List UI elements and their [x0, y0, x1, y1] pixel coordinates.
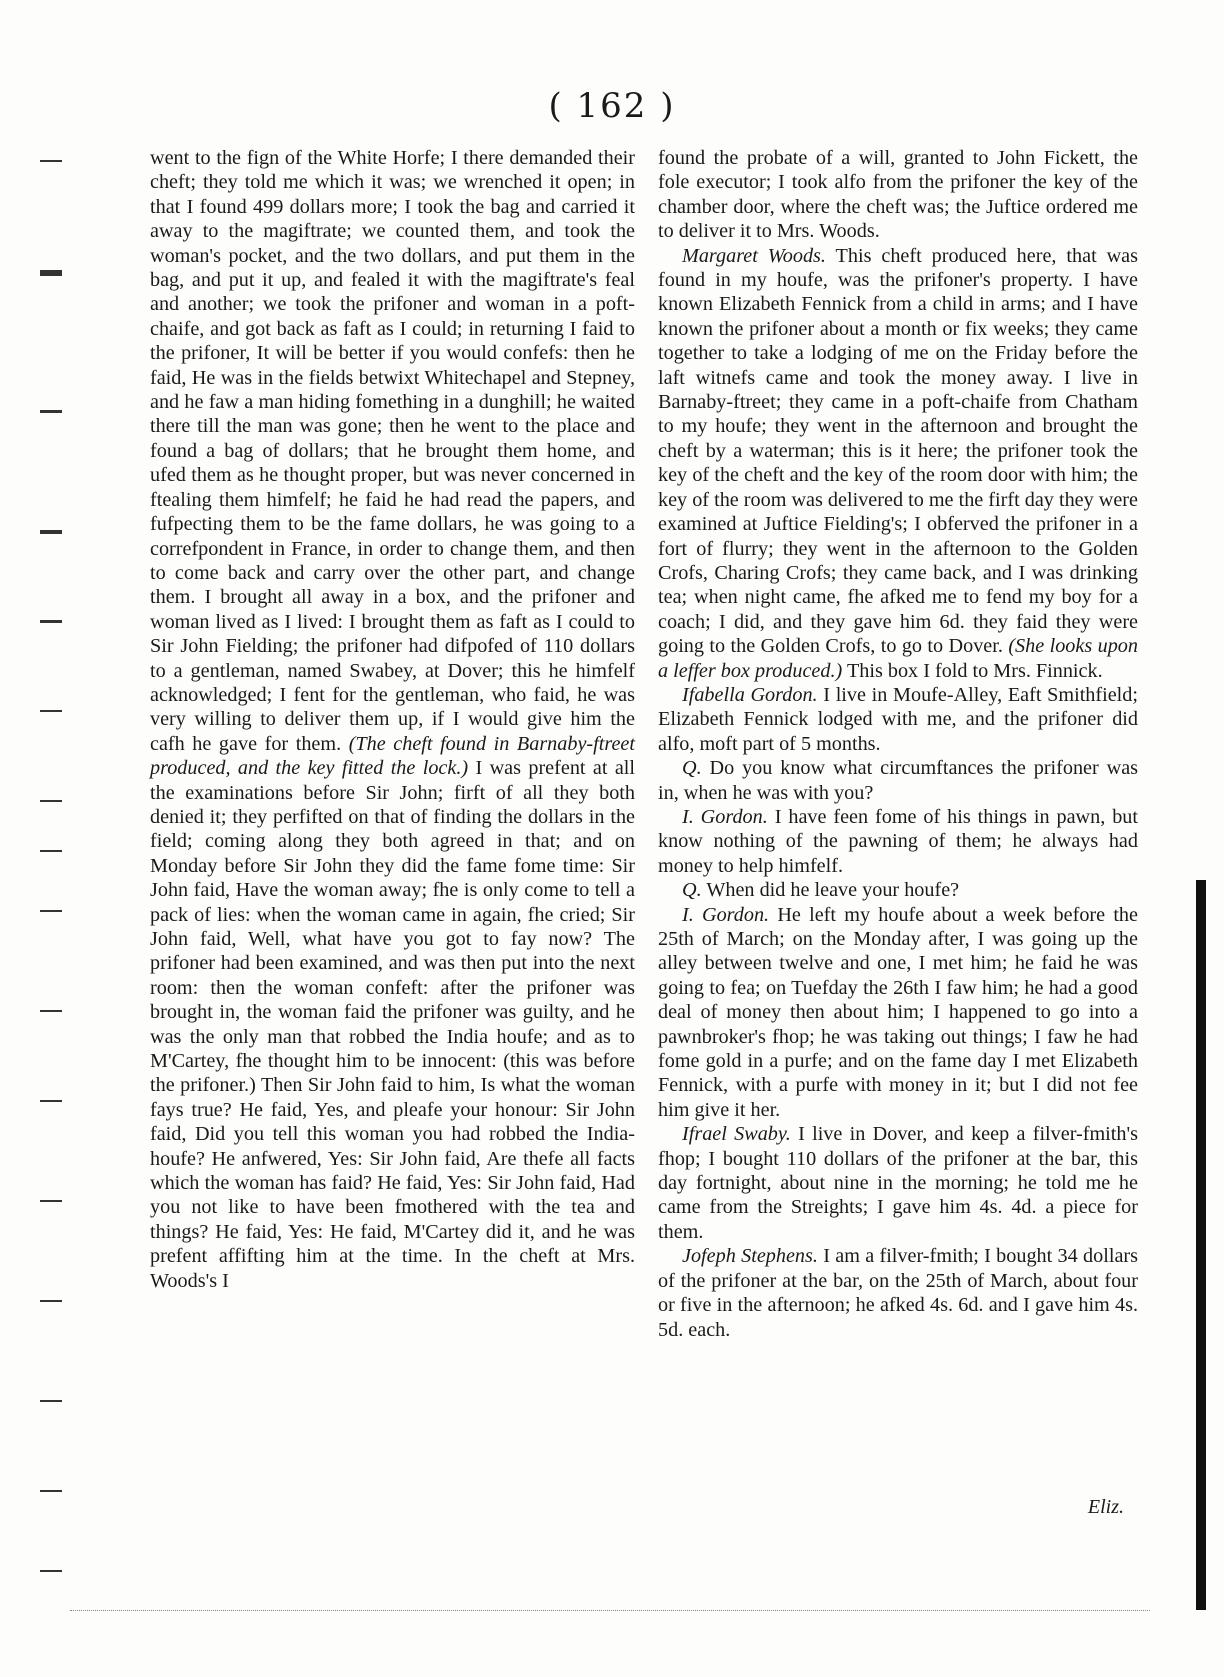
body-text: I have feen fome of his things in pawn, but know nothing of the pawning of them; he always had money to help himfelf. — [658, 805, 1138, 877]
page-number: ( 162 ) — [548, 86, 676, 126]
question — [658, 878, 1138, 902]
speaker-name: Q. — [682, 879, 702, 902]
stage-direction: (The cheft found in Barnaby-ftreet produced, and the key fitted the lock.) — [150, 732, 635, 780]
scan-bottom-edge — [70, 1610, 1150, 1612]
testimony-stephens — [658, 1244, 1138, 1342]
body-text: He left my houfe about a week before the 25th of March; on the Monday after, I was going up the alley between twelve and one, I met him; he faid he was going to fea; on Tuefday the 26th I faw him; he had a good deal of money then about him; I happened to go into a pawnbroker's fhop; he was taking out things; I faw he had fome gold in a purfe; and on the fame day I met Elizabeth Fennick, with a purfe with money in it; but I did not fee him give it her. — [658, 903, 1138, 1121]
speaker-name: I. Gordon. — [682, 805, 768, 828]
question — [658, 756, 1138, 805]
body-text: Do you know what circumftances the prifoner was in, when he was with you? — [658, 757, 1139, 804]
testimony-swaby — [658, 1122, 1138, 1244]
left-column — [150, 146, 635, 1293]
body-text: I was prefent at all the examinations before Sir John; firft of all they both denied it; they perfifted on that of finding the dollars in the field; coming along they both agreed in that; and on Monday before Sir John they did the fame fome time: Sir John faid, Have the woman away; fhe is only come to tell a pack of lies: when the woman came in again, fhe cried; Sir John faid, Well, what have you got to fay now? The prifoner had been examined, and was then put into the next room: then the woman confeft: after the prifoner was brought in, the woman faid the prifoner was guilty, and he was the only man that robbed the India houfe; and as to M'Cartey, fhe thought him to be innocent: (this was before the prifoner.) Then Sir John faid to him, Is what the woman fays true? He faid, Yes, and pleafe your honour: Sir John faid, Did you tell this woman you had robbed the India-houfe? He anfwered, Yes: Sir John faid, Are thefe all facts which the woman has faid? He faid, Yes: Sir John faid, Had you not like to have been fmothered with the tea and things? He faid, Yes: He faid, M'Cartey did it, and he was prefent affifting him at the time. In the cheft at Mrs. Woods's I — [150, 757, 635, 1292]
speaker-name: Q. — [682, 757, 702, 780]
speaker-name: Margaret Woods. — [682, 244, 826, 267]
body-text: When did he leave your houfe? — [706, 879, 960, 902]
catchword: Eliz. — [1087, 1496, 1124, 1518]
speaker-name: Ifabella Gordon. — [682, 683, 818, 706]
answer — [658, 903, 1138, 1123]
speaker-name: Jofeph Stephens. — [682, 1245, 818, 1268]
body-text: I live in Dover, and keep a filver-fmith's fhop; I bought 110 dollars of the prifoner at the bar, this day fortnight, about nine in the morning; he told me he came from the Streights; I gave him 4s. 4d. a piece for them. — [658, 1123, 1138, 1243]
speaker-name: Ifrael Swaby. — [682, 1123, 791, 1146]
speaker-name: I. Gordon. — [682, 903, 770, 926]
body-text: went to the fign of the White Horfe; I there demanded their cheft; they told me which it was; we wrenched it open; in that I found 499 dollars more; I took the bag and carried it away to the magiftrate; we counted them, and took the woman's pocket, and the two dollars, and put them in the bag, and put it up, and fealed it with the magiftrate's feal and another; we took the prifoner and woman in a poft-chaife, and got back as faft as I could; in returning I faid to the prifoner, It will be better if you would confefs: then he faid, He was in the fields betwixt Whitechapel and Stepney, and he faw a man hiding fomething in a dunghill; he waited there till the man was gone; then he went to the place and found a bag of dollars; that he brought them home, and ufed them as he thought proper, but was never concerned in ftealing them himfelf; he faid he had read the papers, and fufpecting them to be the fame dollars, he was going to a correfpondent in France, in order to change them, and then to come back and carry over the other part, and change them. I brought all away in a box, and the prifoner and woman lived as I lived: I brought them as faft as I could to Sir John Fielding; the prifoner had difpofed of 110 dollars to a gentleman, named Swabey, at Dover; this he himfelf acknowledged; I fent for the gentleman, who faid, he was very willing to deliver them up, if I would give him the cafh he gave for them. — [150, 147, 635, 755]
scan-edge-bar — [1196, 880, 1206, 1610]
right-paragraph — [658, 146, 1138, 244]
body-text: This box I fold to Mrs. Finnick. — [846, 659, 1103, 682]
answer — [658, 805, 1138, 878]
stage-direction: (She looks upon a leffer box produced.) — [658, 635, 1138, 682]
body-text: This cheft produced here, that was found in my houfe, was the prifoner's property. I have known Elizabeth Fennick from a child in arms; and I have known the prifoner about a month or fix weeks; they came together to take a lodging of me on the Friday before the laft witnefs came and took the money away. I live in Barnaby-ftreet; they came in a poft-chaife from Chatham to my houfe; they went in the afternoon and brought the cheft by a waterman; this is it here; the prifoner took the key of the cheft and the key of the room door with him; the key of the room was delivered to me the firft day they were examined at Juftice Fielding's; I obferved the prifoner in a fort of flurry; they went in the afternoon to the Golden Crofs, Charing Crofs; they came back, and I was drinking tea; when night came, fhe afked me to fend my boy for a coach; I did, and they gave him 6d. they faid they were going to the Golden Crofs, to go to Dover. — [658, 244, 1138, 658]
body-text: found the probate of a will, granted to John Fickett, the fole executor; I took alfo from the prifoner the key of the chamber door, where the cheft was; the Juftice ordered me to deliver it to Mrs. Woods. — [658, 147, 1138, 243]
testimony-gordon — [658, 683, 1138, 756]
testimony-woods — [658, 244, 1138, 683]
scan-margin-marks — [28, 150, 68, 1590]
body-text: I am a filver-fmith; I bought 34 dollars of the prifoner at the bar, on the 25th of March, about four or five in the afternoon; he afked 4s. 6d. and I gave him 4s. 5d. each. — [658, 1245, 1138, 1341]
left-paragraph — [150, 146, 635, 1293]
body-text: I live in Moufe-Alley, Eaft Smithfield; Elizabeth Fennick lodged with me, and the prifoner did alfo, moft part of 5 months. — [658, 683, 1138, 755]
right-column — [658, 146, 1138, 1342]
